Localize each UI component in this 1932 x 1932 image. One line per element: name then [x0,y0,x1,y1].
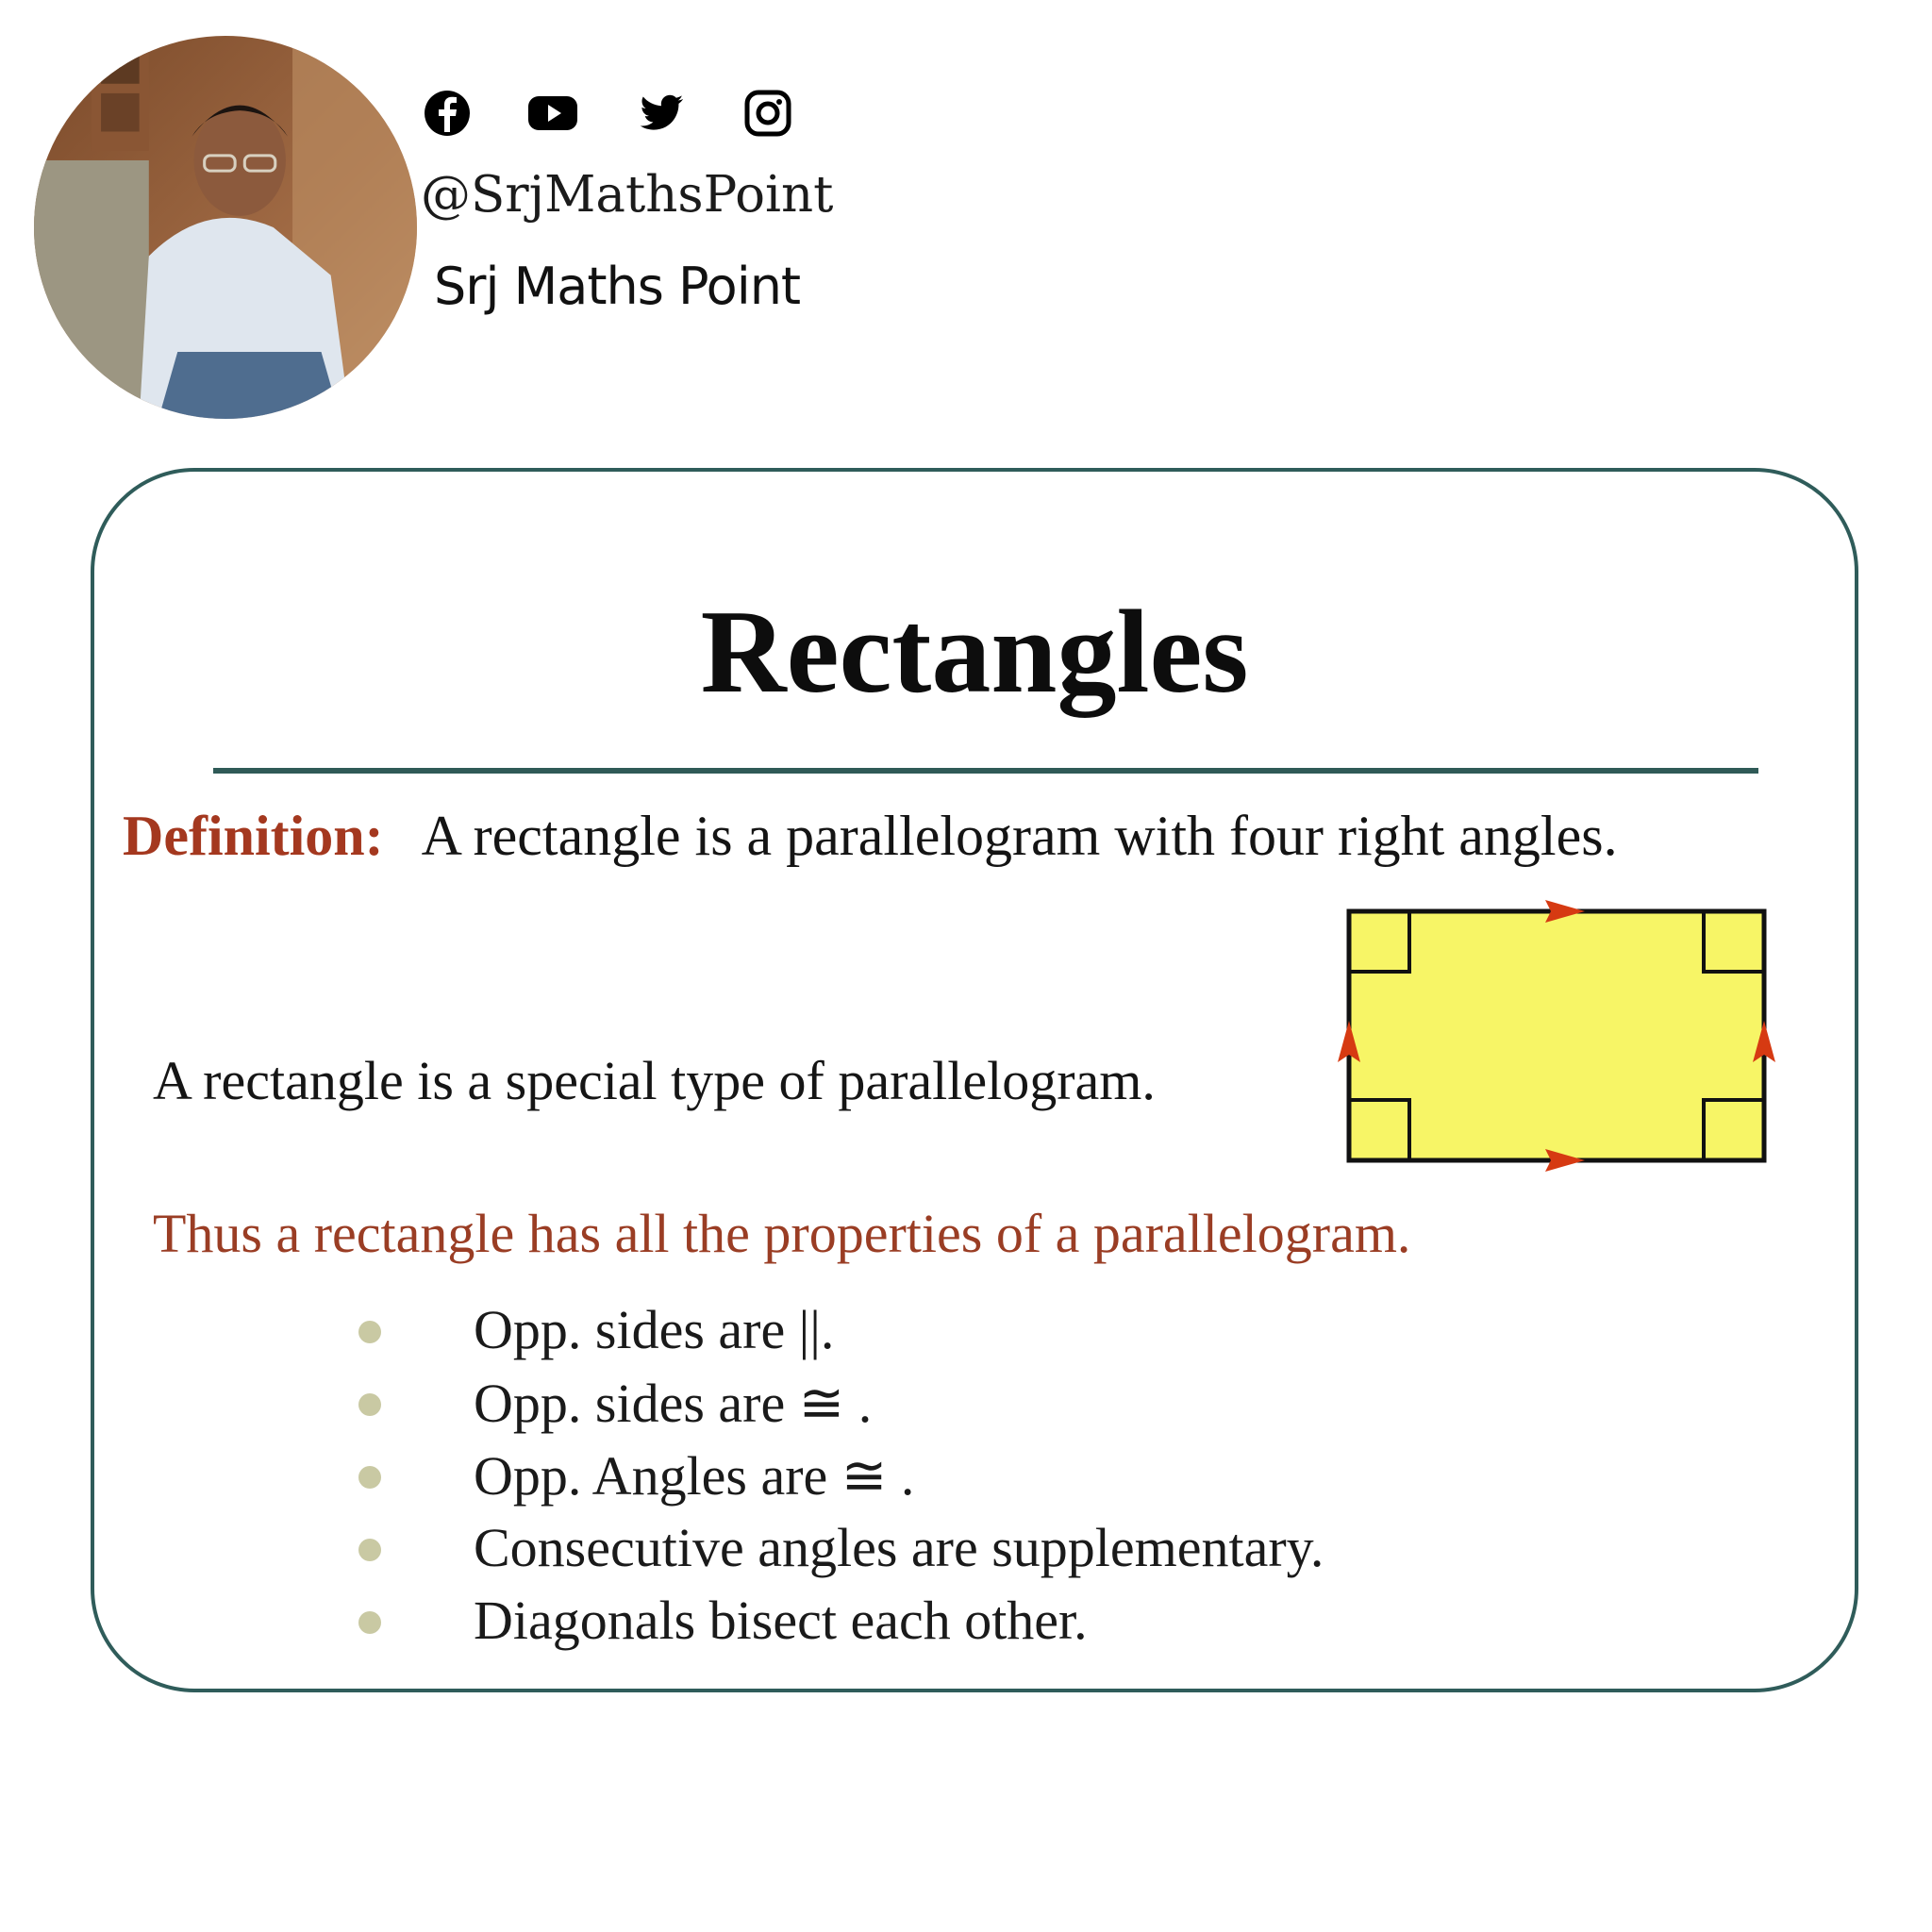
bullet-icon [358,1321,381,1343]
profile-avatar [34,36,417,419]
definition-label: Definition: [123,805,384,867]
bullet-icon [358,1539,381,1561]
rectangle-diagram [1330,892,1802,1194]
title-divider [213,768,1758,774]
property-text: Opp. sides are ≅ . [474,1373,873,1434]
bullet-icon [358,1611,381,1634]
slide-title: Rectangles [700,587,1249,718]
properties-intro: Thus a rectangle has all the properties of a parallelogram. [153,1203,1411,1264]
brand-name: Srj Maths Point [434,257,801,316]
youtube-icon[interactable] [526,87,579,140]
social-links [421,87,798,143]
facebook-icon[interactable] [421,87,474,140]
definition-line [123,804,1618,869]
definition-text: A rectangle is a parallelogram with four right angles. [421,805,1618,867]
property-text: Opp. sides are ||. [474,1299,835,1360]
twitter-icon[interactable] [636,87,689,140]
lesson-card [91,468,1858,1692]
special-type-text: A rectangle is a special type of parallelogram. [153,1050,1156,1111]
instagram-icon[interactable] [741,87,794,140]
property-text: Diagonals bisect each other. [474,1590,1088,1651]
property-text: Opp. Angles are ≅ . [474,1445,915,1507]
social-handle: @SrjMathsPoint [421,166,834,224]
property-text: Consecutive angles are supplementary. [474,1517,1324,1578]
bullet-icon [358,1393,381,1416]
bullet-icon [358,1466,381,1489]
